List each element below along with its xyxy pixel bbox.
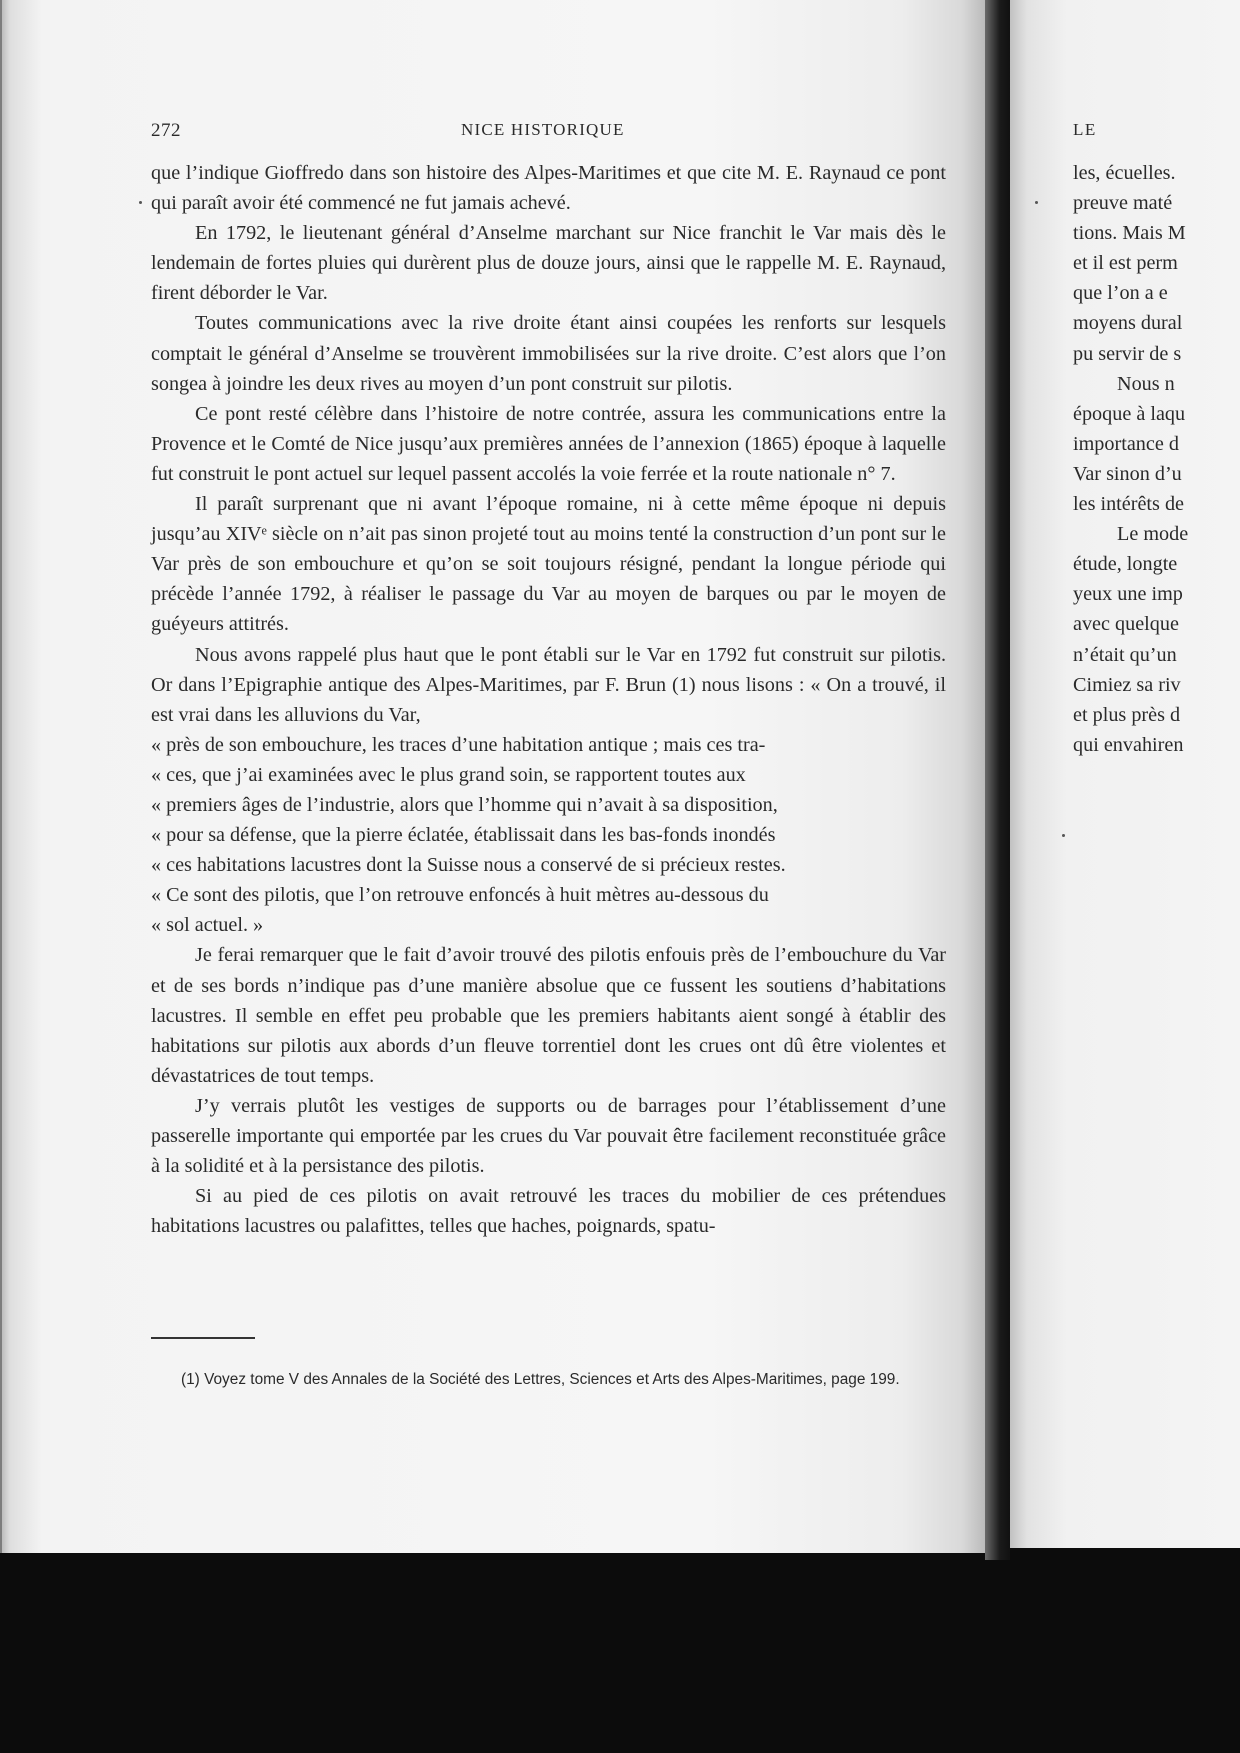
text-line: Nous n (1117, 372, 1175, 395)
quotation-line: « premiers âges de l’industrie, alors que l’homme qui n’avait à sa disposition, (151, 793, 778, 816)
text-line: époque à laqu (1073, 402, 1186, 425)
text-line: yeux une imp (1073, 583, 1183, 606)
quotation-line: « ces habitations lacustres dont la Suisse nous a conservé de si précieux restes. (151, 854, 786, 877)
running-title: NICE HISTORIQUE (461, 120, 625, 139)
text-line: importance d (1073, 432, 1179, 455)
text-line: Le mode (1117, 523, 1189, 546)
quotation-line: « pour sa défense, que la pierre éclatée, établissait dans les bas-fonds inondés (151, 824, 776, 847)
text-line: Var sinon d’u (1073, 462, 1182, 485)
paragraph: Nous avons rappelé plus haut que le pont établi sur le Var en 1792 fut construit sur pilotis. Or dans l’Epigraphie antique des Alpes-Maritimes, par F. Brun (1) nous lisons : « On a trouvé, il est vrai dans les alluvions du Var, (151, 643, 946, 726)
page-number: 272 (151, 120, 181, 141)
right-page-content (1073, 112, 1240, 760)
text-line: preuve maté (1073, 192, 1173, 215)
left-page-content (151, 112, 951, 1238)
right-running-title: LE (1073, 120, 1097, 139)
text-line: les, écuelles. (1073, 162, 1176, 184)
text-line: tions. Mais M (1073, 222, 1186, 245)
quotation-line: « près de son embouchure, les traces d’une habitation antique ; mais ces tra- (151, 733, 766, 756)
paragraph: que l’indique Gioffredo dans son histoire des Alpes-Maritimes et que cite M. E. Raynaud ce pont qui paraît avoir été commencé ne fut jamais achevé. (151, 162, 946, 215)
text-line: avec quelque (1073, 613, 1179, 636)
paragraph: Je ferai remarquer que le fait d’avoir trouvé des pilotis enfouis près de l’embouchure du Var et de ses bords n’indique pas d’une manière absolue que ce fussent les soutiens d’habitations lacustres. Il semble en effet peu probable que les premiers habitants aient songé à établir des habitations sur pilotis aux abords d’un fleuve torrentiel dont les crues ont dû être violentes et dévastatrices de tout temps. (151, 944, 946, 1087)
text-line: et plus près d (1073, 703, 1181, 726)
paper-speck (1035, 201, 1038, 204)
text-line: Cimiez sa riv (1073, 673, 1181, 696)
text-line: qui envahiren (1073, 733, 1184, 756)
text-line: et il est perm (1073, 252, 1178, 275)
text-line: étude, longte (1073, 553, 1178, 576)
paragraph: J’y verrais plutôt les vestiges de supports ou de barrages pour l’établissement d’une passerelle importante qui emportée par les crues du Var pouvait être facilement reconstituée grâce à la solidité et à la persistance des pilotis. (151, 1094, 946, 1178)
page-header (151, 112, 951, 148)
quotation-line: « Ce sont des pilotis, que l’on retrouve enfoncés à huit mètres au-dessous du (151, 884, 769, 907)
quotation-line: « sol actuel. » (151, 914, 264, 937)
paragraph: Il paraît surprenant que ni avant l’époque romaine, ni à cette même époque ni depuis jusqu’au XIVᵉ siècle on n’ait pas sinon projeté tout au moins tenté la construction d’un pont sur le Var près de son embouchure et qu’on se soit toujours résigné, pendant la longue période qui précède l’année 1792, à réaliser le passage du Var au moyen de barques ou par le moyen de guéyeurs attitrés. (151, 493, 946, 636)
paper-speck (1062, 834, 1065, 837)
text-line: que l’on a e (1073, 282, 1168, 305)
paragraph: En 1792, le lieutenant général d’Anselme marchant sur Nice franchit le Var mais dès le lendemain de fortes pluies qui durèrent plus de douze jours, ainsi que le rappelle M. E. Raynaud, firent déborder le Var. (151, 222, 946, 305)
paragraph: Toutes communications avec la rive droite étant ainsi coupées les renforts sur lesquels comptait le général d’Anselme se trouvèrent immobilisées sur la rive droite. C’est alors que l’on songea à joindre les deux rives au moyen d’un pont construit sur pilotis. (151, 312, 946, 395)
text-line: moyens dural (1073, 312, 1183, 335)
paper-speck (139, 201, 142, 204)
quotation-line: « ces, que j’ai examinées avec le plus grand soin, se rapportent toutes aux (151, 763, 746, 786)
text-line: les intérêts de (1073, 493, 1184, 516)
paragraph: Si au pied de ces pilotis on avait retrouvé les traces du mobilier de ces prétendues habitations lacustres ou palafittes, telles que haches, poignards, spatu- (151, 1185, 946, 1238)
text-line: n’était qu’un (1073, 643, 1177, 666)
footnote-divider (151, 1337, 255, 1339)
paragraph: Ce pont resté célèbre dans l’histoire de notre contrée, assura les communications entre la Provence et le Comté de Nice jusqu’aux premières années de l’annexion (1865) époque à laquelle fut construit le pont actuel sur lequel passent accolés la voie ferrée et la route nationale n° 7. (151, 402, 946, 485)
book-gutter (985, 0, 1010, 1560)
body-text (151, 158, 946, 1241)
footnote: (1) Voyez tome V des Annales de la Société des Lettres, Sciences et Arts des Alpes-Maritimes, page 199. (181, 1371, 900, 1388)
text-line: pu servir de s (1073, 342, 1182, 365)
right-page-lines (1073, 158, 1240, 760)
